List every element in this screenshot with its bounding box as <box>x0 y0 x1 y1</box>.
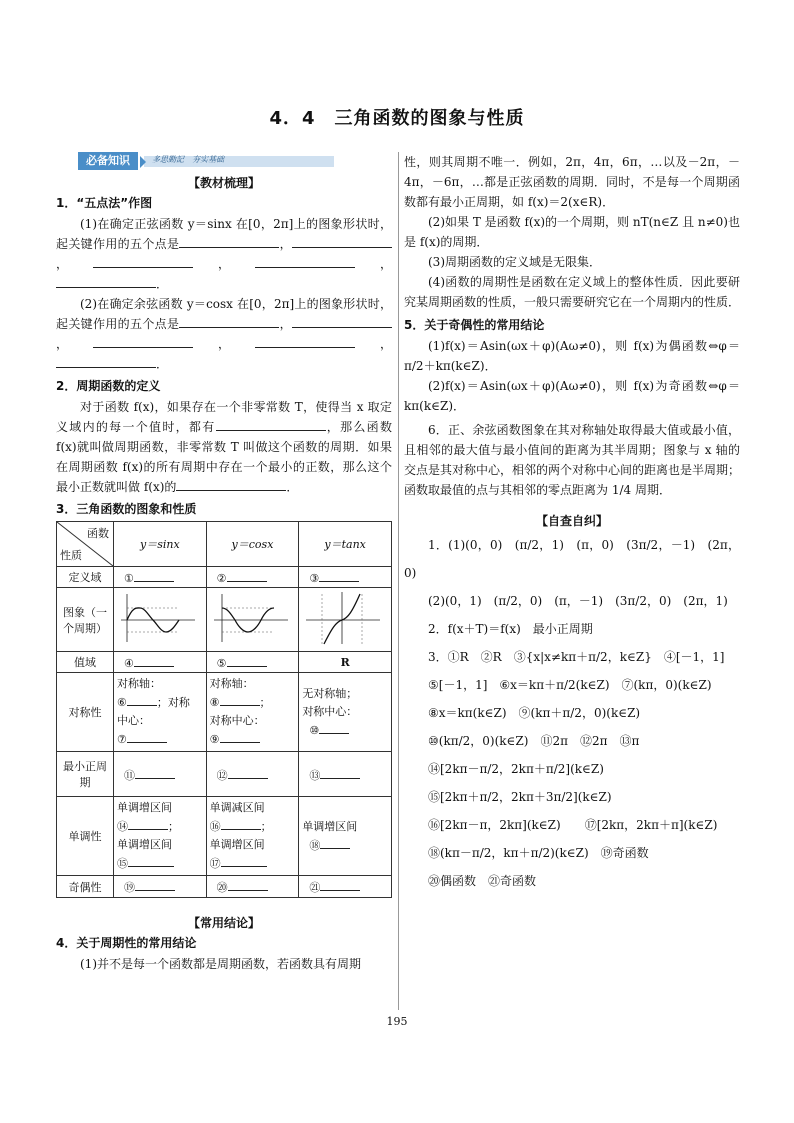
cell-text: ； <box>168 820 179 833</box>
s2-text: 对于函数 f(x)，如果存在一个非零常数 T，使得当 x 取定义域内的每一个值时，都有 <box>56 400 392 434</box>
blank <box>227 654 267 667</box>
blank <box>292 235 392 248</box>
left-column <box>56 152 392 974</box>
column-divider <box>398 152 399 1010</box>
section-5-para-2: (2)f(x)＝Asin(ωx＋φ)(Aω≠0)，则 f(x)为奇函数⇔φ＝kπ(k∈Z)． <box>404 379 740 413</box>
answer-line: ⑩(kπ/2，0)(k∈Z) ⑪2π ⑫2π ⑬π <box>428 734 640 748</box>
blank <box>128 854 174 867</box>
cell <box>206 797 299 876</box>
table-row-graph <box>57 588 392 652</box>
blank <box>320 878 360 891</box>
blank <box>134 569 174 582</box>
blank-number: ⑧ <box>209 696 220 709</box>
table-corner <box>57 522 114 567</box>
heading-zicha: 【自查自纠】 <box>535 514 608 528</box>
cell <box>114 567 207 588</box>
cell-text: 中心： <box>117 714 150 727</box>
blank-number: ⑦ <box>117 733 127 746</box>
blank <box>93 255 193 268</box>
cell <box>206 752 299 797</box>
blank <box>56 355 156 368</box>
blank-number: ⑳ <box>216 881 228 894</box>
blank <box>134 654 174 667</box>
blank-number: ⑬ <box>309 768 321 782</box>
blank <box>319 569 359 582</box>
blank-number: ⑭ <box>117 820 128 833</box>
blank <box>320 836 350 849</box>
blank <box>135 766 175 779</box>
row-label: 值域 <box>57 652 114 673</box>
section-banner <box>56 152 392 170</box>
row-label: 最小正周期 <box>57 752 114 797</box>
cell-text: 对称轴： <box>209 677 254 690</box>
blank-number: ⑤ <box>216 657 227 670</box>
cell-text: 单调增区间 <box>117 838 172 851</box>
cell-text: 单调增区间 <box>117 801 172 814</box>
cell <box>206 876 299 898</box>
answer-line: ⑱(kπ－π/2，kπ＋π/2)(k∈Z) ⑲奇函数 <box>428 846 649 860</box>
cell-text: 单调增区间 <box>209 838 265 851</box>
blank <box>221 817 261 830</box>
tan-graph <box>299 588 392 652</box>
right-column <box>404 152 740 895</box>
blank <box>255 335 355 348</box>
answer-line: (2)(0，1) (π/2，0) (π，－1) (3π/2，0) (2π，1) <box>428 594 728 608</box>
section-4-para-1-cont: 性，则其周期不唯一．例如，2π，4π，6π，…以及－2π，－4π，－6π，…都是正弦函数的周期．同时，不是每一个周期函数都有最小正周期，如 f(x)＝2(x∈R)． <box>404 155 740 209</box>
blank-number: ⑫ <box>216 768 228 782</box>
answer-line: 2．f(x＋T)＝f(x) 最小正周期 <box>428 622 593 636</box>
table-row-range <box>57 652 392 673</box>
page-number: 195 <box>386 1015 408 1028</box>
blank-number: ⑰ <box>209 857 221 870</box>
cell <box>114 797 207 876</box>
heading-jiaocai: 【教材梳理】 <box>187 176 260 190</box>
cell <box>114 752 207 797</box>
blank <box>128 817 168 830</box>
blank-number: ⑱ <box>309 838 321 852</box>
cell-text: 单调减区间 <box>209 801 265 814</box>
answer-line: ⑯[2kπ－π，2kπ](k∈Z) ⑰[2kπ，2kπ＋π](k∈Z) <box>428 818 718 832</box>
cell-text: ； <box>259 696 271 709</box>
cell-text: 对称中心： <box>302 704 358 718</box>
sin-graph <box>114 588 207 652</box>
answer-line: ⑭[2kπ－π/2，2kπ＋π/2](k∈Z) <box>428 762 604 776</box>
table-row-domain <box>57 567 392 588</box>
cell <box>299 567 392 588</box>
cell <box>206 567 299 588</box>
table-row-symmetry <box>57 673 392 752</box>
section-4-para-4: (4)函数的周期性是函数在定义域上的整体性质．因此要研究某周期函数的性质，一般只需要研究它在一个周期内的性质． <box>404 275 741 309</box>
blank <box>255 255 355 268</box>
cell <box>299 673 392 752</box>
answer-line: ⑤[－1，1] ⑥x＝kπ＋π/2(k∈Z) ⑦(kπ，0)(k∈Z) <box>428 678 712 692</box>
section-2-para: 对于函数 f(x)，如果存在一个非零常数 T，使得当 x 取定义域内的每一个值时，都有 ，那么函数 f(x)就叫做周期函数，非零常数 T 叫做这个函数的周期．如果在周期函数 f(x)的所有周期中存在一个最小的正数，那么这个最小正数就叫做 f(x)的 ． <box>56 400 392 494</box>
answers-list <box>404 531 740 895</box>
blank-number: ⑲ <box>124 881 135 894</box>
corner-top: 函数 <box>87 527 109 540</box>
row-label: 定义域 <box>57 567 114 588</box>
section-1-para-1: (1)在确定正弦函数 y＝sinx 在[0，2π]上的图象形状时，起关键作用的五个点是 ，， ， ，． <box>56 217 392 291</box>
section-1-title: 1．“五点法”作图 <box>56 196 153 210</box>
cell: R <box>299 652 392 673</box>
table-header-row <box>57 522 392 567</box>
page-title: 4．4 三角函数的图象与性质 <box>269 108 525 129</box>
answer-line: ⑮[2kπ＋π/2，2kπ＋3π/2](k∈Z) <box>428 790 612 804</box>
cell <box>299 876 392 898</box>
blank <box>135 878 175 891</box>
table-row-period <box>57 752 392 797</box>
blank <box>292 315 392 328</box>
cell-text: 对称轴： <box>117 677 161 690</box>
section-1-para-2: (2)在确定余弦函数 y＝cosx 在[0，2π]上的图象形状时，起关键作用的五个点是 ，， ， ，． <box>56 297 392 371</box>
col-header-sin: y＝sinx <box>114 522 207 567</box>
answer-line: ⑧x＝kπ(k∈Z) ⑨(kπ＋π/2，0)(k∈Z) <box>428 706 641 720</box>
row-label: 对称性 <box>57 673 114 752</box>
section-4-para-3: (3)周期函数的定义域是无限集． <box>428 255 601 269</box>
section-4-title: 4．关于周期性的常用结论 <box>56 936 197 950</box>
row-label: 单调性 <box>57 797 114 876</box>
blank-number: ⑩ <box>309 723 320 737</box>
col-header-cos: y＝cosx <box>206 522 299 567</box>
blank <box>227 569 267 582</box>
answer-line: ⑳偶函数 ㉑奇函数 <box>428 874 537 888</box>
blank <box>56 275 156 288</box>
section-6-para: 6．正、余弦函数图象在其对称轴处取得最大值或最小值，且相邻的最大值与最小值间的距离为其半周期；图象与 x 轴的交点是其对称中心，相邻的两个对称中心间的距离也是半周期；函数取最值的点与其相邻的零点距离为 1/4 周期． <box>404 423 741 497</box>
blank-number: ④ <box>124 657 134 670</box>
blank <box>176 478 286 491</box>
section-5-para-1: (1)f(x)＝Asin(ωx＋φ)(Aω≠0)，则 f(x)为偶函数⇔φ＝π/2＋kπ(k∈Z)． <box>404 339 740 373</box>
blank <box>220 693 260 706</box>
row-label: 奇偶性 <box>57 876 114 898</box>
blank <box>179 315 279 328</box>
section-5-title: 5．关于奇偶性的常用结论 <box>404 318 545 332</box>
s2-text2: ，那么函数 f(x)就叫做周期函数，非零常数 T 叫做这个函数的周期．如果在周期函数 f(x)的所有周期中存在一个最小的正数，那么这个最小正数就叫做 f(x)的 <box>56 420 392 494</box>
trig-table <box>56 521 392 898</box>
blank-number: ⑥ <box>117 696 127 709</box>
heading-changyong: 【常用结论】 <box>187 916 260 930</box>
blank <box>127 693 157 706</box>
cell <box>206 673 299 752</box>
blank <box>221 854 267 867</box>
blank <box>228 878 268 891</box>
banner-arrow-icon <box>140 156 146 168</box>
table-row-monotonicity <box>57 797 392 876</box>
blank-number: ㉑ <box>309 881 321 894</box>
cell-text: 无对称轴； <box>302 686 358 700</box>
blank <box>320 766 360 779</box>
s1-p2-text: (2)在确定余弦函数 y＝cosx 在[0，2π]上的图象形状时，起关键作用的五个点是 <box>56 297 392 331</box>
cell <box>206 652 299 673</box>
cell-text: ； <box>260 820 272 833</box>
blank-number: ⑮ <box>117 857 128 870</box>
blank <box>93 335 193 348</box>
cell-text: 对称中心： <box>209 714 265 727</box>
blank-number: ⑯ <box>209 820 221 833</box>
cos-graph <box>206 588 299 652</box>
blank-number: ② <box>216 572 227 585</box>
cell <box>299 752 392 797</box>
blank <box>216 418 326 431</box>
section-4-para-2: (2)如果 T 是函数 f(x)的一个周期，则 nT(n∈Z 且 n≠0)也是 f(x)的周期． <box>404 215 740 249</box>
blank <box>127 730 167 743</box>
col-header-tan: y＝tanx <box>299 522 392 567</box>
blank <box>220 730 260 743</box>
blank <box>319 721 349 734</box>
banner-subtitle: 多思勤記 夯实基础 <box>152 155 224 164</box>
row-label: 图象（一个周期） <box>57 588 114 652</box>
banner-tag: 必备知识 <box>78 152 138 170</box>
blank <box>228 766 268 779</box>
section-2-title: 2．周期函数的定义 <box>56 379 161 393</box>
cell <box>114 673 207 752</box>
blank-number: ① <box>124 572 134 585</box>
cell-text: ；对称 <box>156 696 190 709</box>
section-3-title: 3．三角函数的图象和性质 <box>56 502 197 516</box>
answer-line: 3．①R ②R ③{x|x≠kπ＋π/2，k∈Z} ④[－1，1] <box>428 650 725 664</box>
cos-graph-icon <box>210 590 290 646</box>
blank <box>179 235 279 248</box>
cell <box>114 876 207 898</box>
cell <box>299 797 392 876</box>
section-4-para-1: (1)并不是每一个函数都是周期函数，若函数具有周期 <box>80 957 362 971</box>
s1-p1-text: (1)在确定正弦函数 y＝sinx 在[0，2π]上的图象形状时，起关键作用的五个点是 <box>56 217 392 251</box>
blank-number: ⑪ <box>124 768 135 782</box>
answer-line: 1．(1)(0，0) (π/2，1) (π，0) (3π/2，－1) (2π，0) <box>404 538 740 580</box>
blank-number: ⑨ <box>209 733 220 746</box>
corner-bottom: 性质 <box>60 549 82 562</box>
table-row-parity <box>57 876 392 898</box>
sin-graph-icon <box>117 590 197 646</box>
cell-text: 单调增区间 <box>302 819 358 833</box>
tan-graph-icon <box>302 590 382 646</box>
cell <box>114 652 207 673</box>
blank-number: ③ <box>309 572 320 585</box>
